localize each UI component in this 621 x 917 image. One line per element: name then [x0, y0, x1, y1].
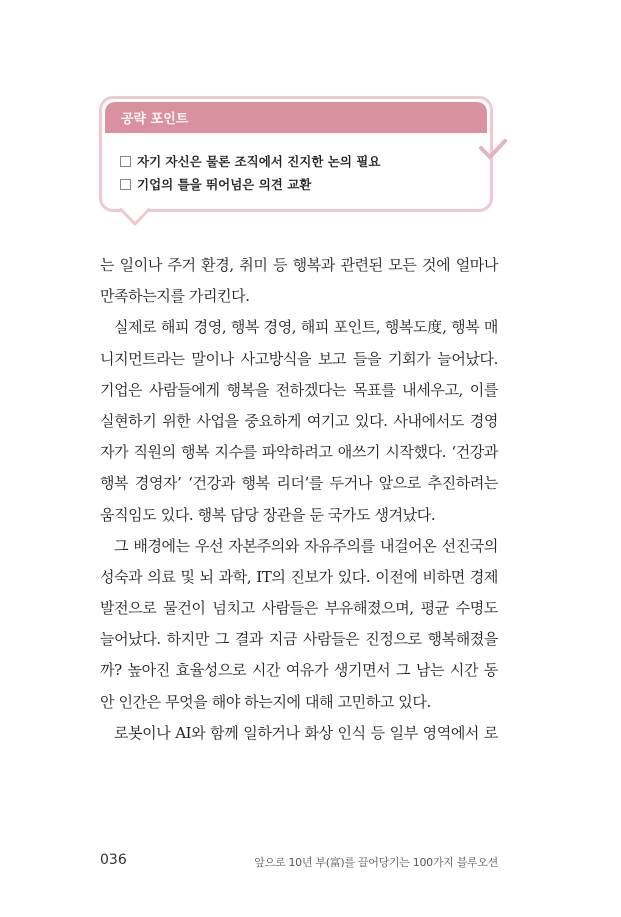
checkbox-icon [120, 156, 131, 167]
checkbox-icon [120, 179, 131, 190]
body-line: 성숙과 의료 및 뇌 과학, IT의 진보가 있다. 이전에 비하면 경제 [100, 567, 498, 586]
body-line: 행복 경영자’ ‘건강과 행복 리더’를 두거나 앞으로 추진하려는 [100, 474, 498, 493]
body-line: 로봇이나 AI와 함께 일하거나 화상 인식 등 일부 영역에서 로 [114, 723, 498, 742]
callout-item-2 [120, 175, 311, 193]
body-line: 까? 높아진 효율성으로 시간 여유가 생기면서 그 남는 시간 동 [100, 661, 498, 680]
body-text [100, 250, 498, 749]
body-line: 안 인간은 무엇을 해야 하는지에 대해 고민하고 있다. [100, 692, 431, 711]
callout-item-1 [120, 152, 380, 170]
body-line: 는 일이나 주거 환경, 취미 등 행복과 관련된 모든 것에 얼마나 [100, 256, 498, 274]
body-line: 발전으로 물건이 넘치고 사람들은 부유해졌으며, 평균 수명도 [100, 599, 498, 618]
body-line: 움직임도 있다. 행복 담당 장관을 둔 국가도 생겨났다. [100, 505, 436, 524]
body-line: 기업은 사람들에게 행복을 전하겠다는 목표를 내세우고, 이를 [100, 380, 498, 399]
body-line: 그 배경에는 우선 자본주의와 자유주의를 내걸어온 선진국의 [114, 536, 498, 555]
strategy-callout-box [99, 96, 493, 212]
callout-item-text: 자기 자신은 물론 조직에서 진지한 논의 필요 [137, 154, 381, 169]
speech-tail-icon [118, 207, 152, 227]
checkmark-icon [478, 138, 508, 162]
body-line: 자가 직원의 행복 지수를 파악하려고 애쓰기 시작했다. ‘건강과 [100, 443, 498, 462]
callout-title: 공략 포인트 [121, 112, 189, 127]
callout-item-text: 기업의 틀을 뛰어넘은 의견 교환 [137, 177, 312, 192]
running-footer-title: 앞으로 10년 부(富)를 끌어당기는 100가지 블루오션 [254, 856, 498, 869]
body-line: 실현하기 위한 사업을 중요하게 여기고 있다. 사내에서도 경영 [100, 411, 498, 430]
body-line: 늘어났다. 하지만 그 결과 지금 사람들은 진정으로 행복해졌을 [100, 630, 498, 649]
body-line: 만족하는지를 가리킨다. [100, 287, 250, 306]
body-line: 실제로 해피 경영, 행복 경영, 해피 포인트, 행복도度, 행복 매 [114, 318, 498, 337]
body-line: 니지먼트라는 말이나 사고방식을 보고 들을 기회가 늘어났다. [100, 349, 498, 368]
page-number: 036 [100, 852, 127, 868]
callout-header [105, 102, 487, 133]
